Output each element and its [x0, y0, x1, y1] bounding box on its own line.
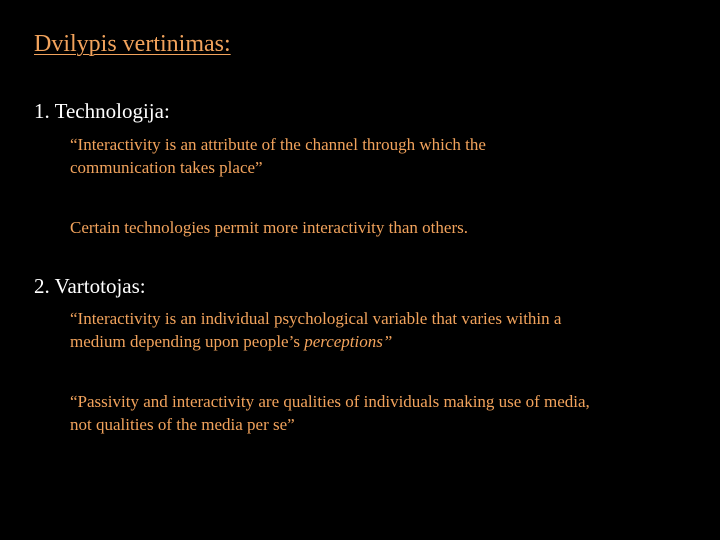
user-quote-passivity-line-2: not qualities of the media per se”	[70, 415, 295, 434]
user-quote-passivity	[70, 390, 700, 436]
perceptions-emphasis: perceptions”	[304, 332, 393, 351]
section-heading-user: 2. Vartotojas:	[34, 274, 146, 298]
technology-quote-line-1: “Interactivity is an attribute of the channel through which the	[70, 135, 486, 154]
technology-quote	[70, 133, 700, 179]
user-quote-perception-line-2-text: medium depending upon people’s	[70, 332, 305, 351]
user-quote-perception	[70, 307, 700, 353]
user-quote-passivity-line-1: “Passivity and interactivity are qualities of individuals making use of media,	[70, 392, 590, 411]
section-heading-technology: 1. Technologija:	[34, 99, 170, 123]
technology-statement: Certain technologies permit more interactivity than others.	[70, 218, 468, 237]
slide-title: Dvilypis vertinimas:	[34, 31, 231, 57]
user-quote-perception-line-1: “Interactivity is an individual psychological variable that varies within a	[70, 309, 562, 328]
user-quote-perception-line-2	[70, 330, 700, 353]
technology-quote-line-2: communication takes place”	[70, 158, 263, 177]
